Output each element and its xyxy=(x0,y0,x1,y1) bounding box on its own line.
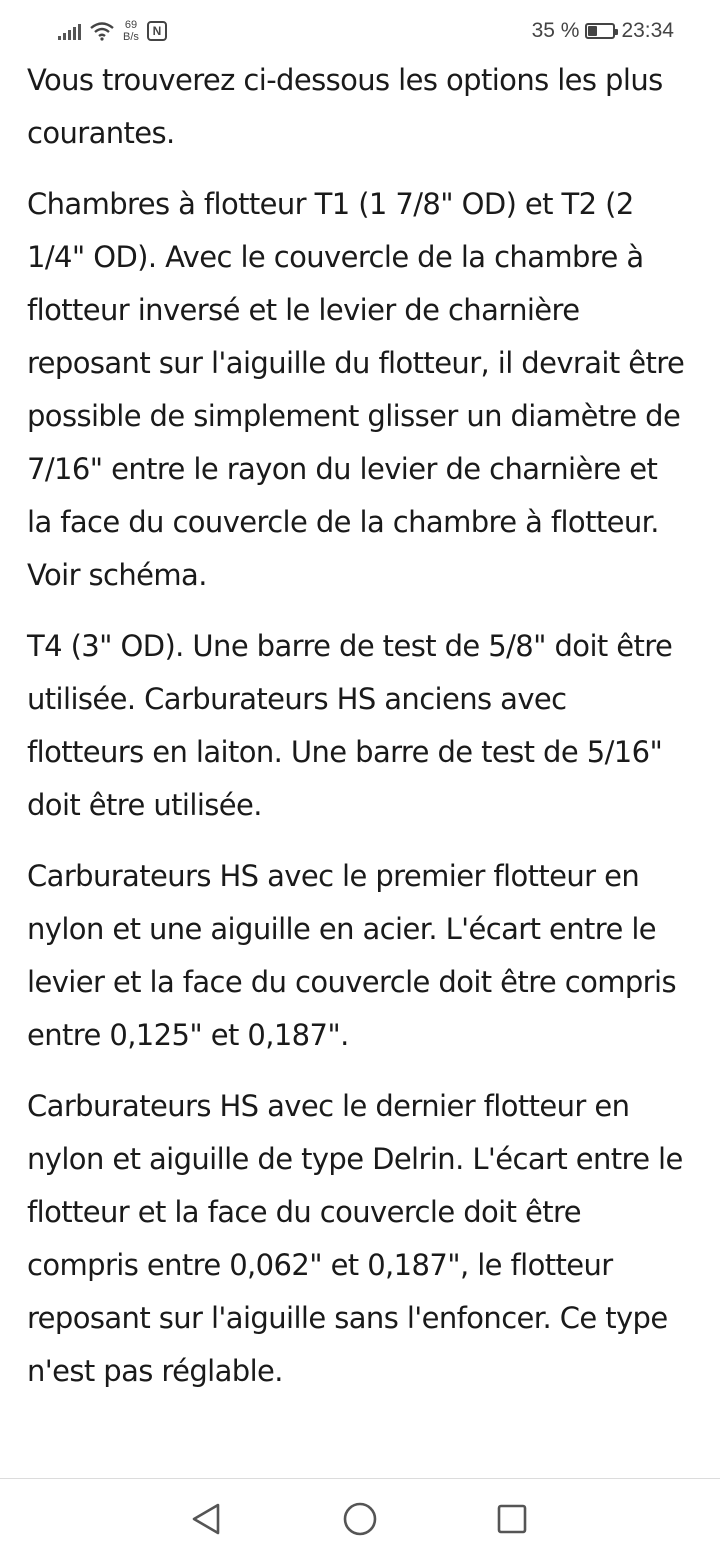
paragraph-hs-first-nylon: Carburateurs HS avec le premier flotteur en nylon et une aiguille en acier. L'écart entre le levier et la face du couvercle doit être compris entre 0,125" et 0,187". xyxy=(27,859,676,1052)
paragraph-t1-t2: Chambres à flotteur T1 (1 7/8" OD) et T2 (2 1/4" OD). Avec le couvercle de la chambre à flotteur inversé et le levier de charnière reposant sur l'aiguille du flotteur, il devrait être possible de simplement glisser un diamètre de 7/16" entre le rayon du levier de charnière et la face du couvercle de la chambre à flotteur. Voir schéma. xyxy=(27,187,685,592)
signal-strength-icon xyxy=(58,22,81,40)
recent-apps-button[interactable] xyxy=(492,1499,532,1539)
square-recent-icon xyxy=(494,1501,530,1537)
status-bar-right xyxy=(532,14,674,48)
article-content xyxy=(27,54,687,1416)
status-bar xyxy=(0,0,720,60)
battery-percent: 35 % xyxy=(531,19,580,42)
paragraph-hs-last-nylon: Carburateurs HS avec le dernier flotteur en nylon et aiguille de type Delrin. L'écart entre le flotteur et la face du couvercle doit être compris entre 0,062" et 0,187", le flotteur reposant sur l'aiguille sans l'enfoncer. Ce type n'est pas réglable. xyxy=(27,1089,683,1388)
paragraph-t4: T4 (3" OD). Une barre de test de 5/8" doit être utilisée. Carburateurs HS anciens avec flotteurs en laiton. Une barre de test de 5/16" doit être utilisée. xyxy=(27,629,673,822)
home-button[interactable] xyxy=(340,1499,380,1539)
triangle-back-icon xyxy=(188,1501,224,1537)
clock: 23:34 xyxy=(621,19,674,42)
network-speed-unit: B/s xyxy=(123,31,139,43)
battery-icon xyxy=(585,23,615,39)
paragraph-intro: Vous trouverez ci-dessous les options les plus courantes. xyxy=(27,63,663,150)
wifi-icon xyxy=(89,21,115,41)
battery-level-fill xyxy=(588,26,596,36)
circle-home-icon xyxy=(342,1501,378,1537)
network-speed-value: 69 xyxy=(124,19,138,31)
back-button[interactable] xyxy=(186,1499,226,1539)
network-speed xyxy=(123,19,139,43)
status-bar-left xyxy=(58,14,167,48)
nfc-icon: N xyxy=(147,21,167,41)
navigation-bar xyxy=(0,1479,720,1560)
